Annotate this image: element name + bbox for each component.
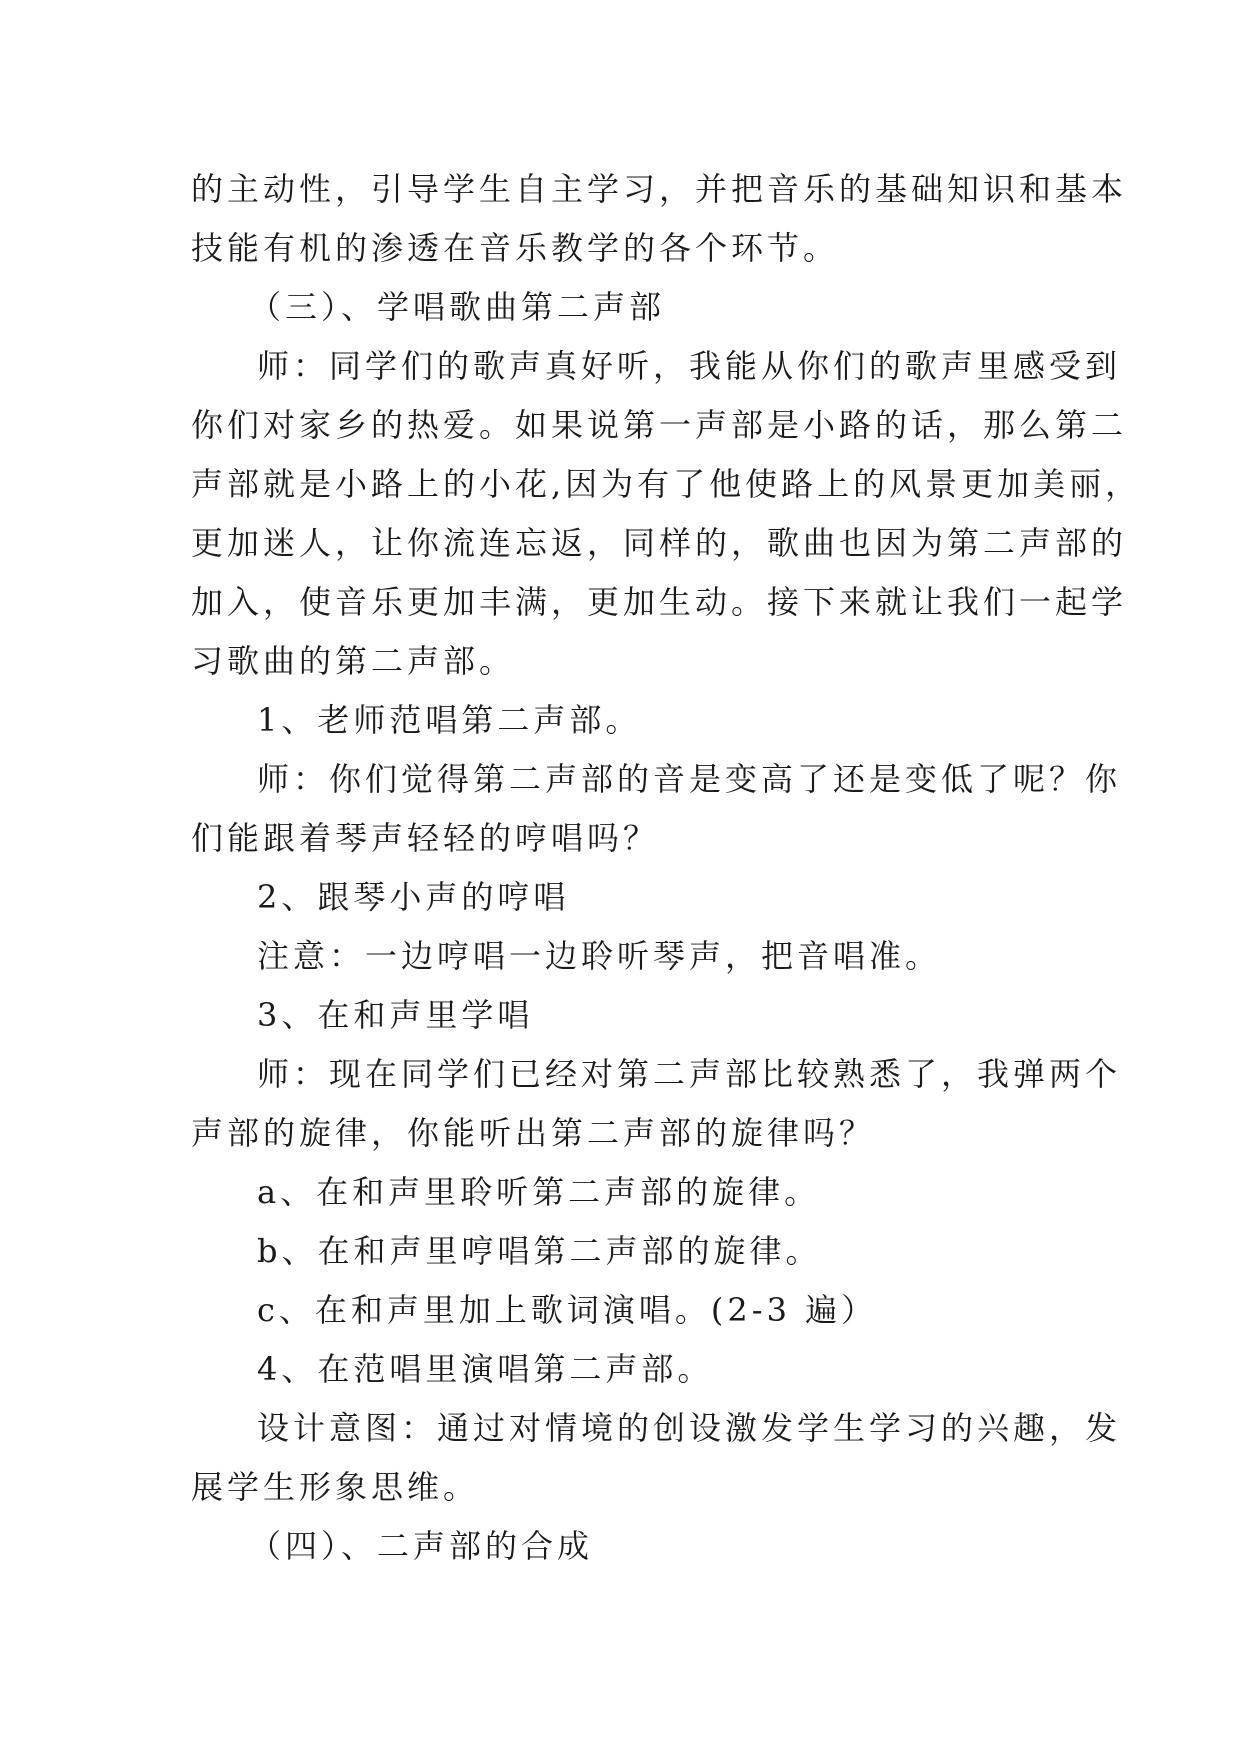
paragraph-line: 声部的旋律，你能听出第二声部的旋律吗？ (191, 1114, 876, 1152)
list-item: 3、在和声里学唱 (257, 996, 534, 1034)
paragraph-line: 声部就是小路上的小花,因为有了他使路上的风景更加美丽， (191, 465, 1142, 503)
paragraph-line: 们能跟着琴声轻轻的哼唱吗？ (191, 819, 660, 857)
paragraph-line: 注意：一边哼唱一边聆听琴声，把音唱准。 (257, 937, 942, 975)
list-item: 4、在范唱里演唱第二声部。 (257, 1350, 714, 1388)
paragraph-line: 师：现在同学们已经对第二声部比较熟悉了，我弹两个 (257, 1055, 1122, 1093)
paragraph-line: 更加迷人，让你流连忘返，同样的，歌曲也因为第二声部的 (191, 524, 1128, 562)
paragraph-line: 加入，使音乐更加丰满，更加生动。接下来就让我们一起学 (191, 583, 1128, 621)
list-item: 1、老师范唱第二声部。 (257, 701, 642, 739)
paragraph-line: 师：同学们的歌声真好听，我能从你们的歌声里感受到 (257, 347, 1122, 385)
list-item: c、在和声里加上歌词演唱。(2-3 遍） (257, 1291, 878, 1329)
paragraph-line: 师：你们觉得第二声部的音是变高了还是变低了呢？你 (257, 760, 1122, 798)
paragraph-line: 技能有机的渗透在音乐教学的各个环节。 (191, 229, 840, 267)
section-heading: （三）、学唱歌曲第二声部 (249, 288, 666, 326)
list-item: b、在和声里哼唱第二声部的旋律。 (257, 1232, 822, 1270)
paragraph-line: 设计意图：通过对情境的创设激发学生学习的兴趣，发 (257, 1409, 1122, 1447)
section-heading: （四）、二声部的合成 (249, 1527, 594, 1565)
list-item: 2、跟琴小声的哼唱 (257, 878, 570, 916)
paragraph-line: 习歌曲的第二声部。 (191, 642, 516, 680)
paragraph-line: 的主动性，引导学生自主学习，并把音乐的基础知识和基本 (191, 170, 1128, 208)
document-body (191, 160, 1142, 1576)
paragraph-line: 展学生形象思维。 (191, 1468, 480, 1506)
paragraph-line: 你们对家乡的热爱。如果说第一声部是小路的话，那么第二 (191, 406, 1128, 444)
list-item: a、在和声里聆听第二声部的旋律。 (257, 1173, 821, 1211)
